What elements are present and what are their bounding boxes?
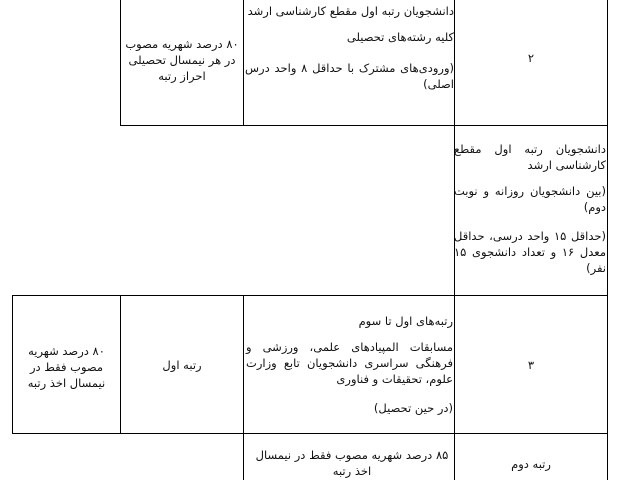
rule-row2-num-bottom [454,125,607,126]
mid-cell-line1: دانشجویان رتبه اول مقطع کارشناسی ارشد [454,142,606,172]
row3-criteria [246,313,453,416]
row2-discount-text: ۸۰ درصد شهریه مصوب در هر نیمسال تحصیلی احراز رتبه [125,37,239,83]
row3-discount [13,343,120,391]
rule-row3-top [12,295,455,296]
row2-number-text: ۲ [527,51,535,65]
row3-rank-text: رتبه اول [162,358,202,372]
rule-row2-bottom [120,125,455,126]
row3-rank [121,357,243,373]
row4-discount-text: ۸۵ درصد شهریه مصوب فقط در نیمسال اخذ رتبه [255,448,449,478]
row2-number [455,50,607,66]
row3-criteria-line1: رتبه‌های اول تا سوم [358,314,453,328]
mid-cell-line2: (بین دانشجویان روزانه و نوبت دوم) [454,184,606,214]
rule-v-120-top [120,0,121,126]
row2-criteria-line1: دانشجویان رتبه اول مقطع کارشناسی ارشد [247,4,454,18]
row3-number-text: ۳ [527,358,535,372]
rule-mid-bottom [454,295,607,296]
row2-criteria-line3: (ورودی‌های مشترک با حداقل ۸ واحد درس اصلی) [245,61,454,91]
row3-number [455,357,607,373]
row4-rank [455,456,607,472]
rule-v-243-top [243,0,244,126]
row3-criteria-line3: (در حین تحصیل) [373,401,453,415]
row4-discount [252,447,452,479]
row2-discount [122,36,242,84]
mid-cell-line3: (حداقل ۱۵ واحد درسی، حداقل معدل ۱۶ و تعداد دانشجوی ۱۵ نفر) [454,229,606,275]
rule-row3-bottom [12,433,608,434]
mid-cell [454,141,606,276]
row4-rank-text: رتبه دوم [511,457,551,471]
row3-discount-text: ۸۰ درصد شهریه مصوب فقط در نیمسال اخذ رتبه [27,344,106,390]
rule-v-243-lower [243,295,244,480]
row2-criteria [245,3,454,92]
row2-criteria-line2: کلیه رشته‌های تحصیلی [346,30,454,44]
rule-v-607 [607,0,608,480]
row3-criteria-line2: مسابقات المپیادهای علمی، ورزشی و فرهنگی سراسری دانشجویان تابع وزارت علوم، تحقیقات و فناوری [246,340,453,386]
